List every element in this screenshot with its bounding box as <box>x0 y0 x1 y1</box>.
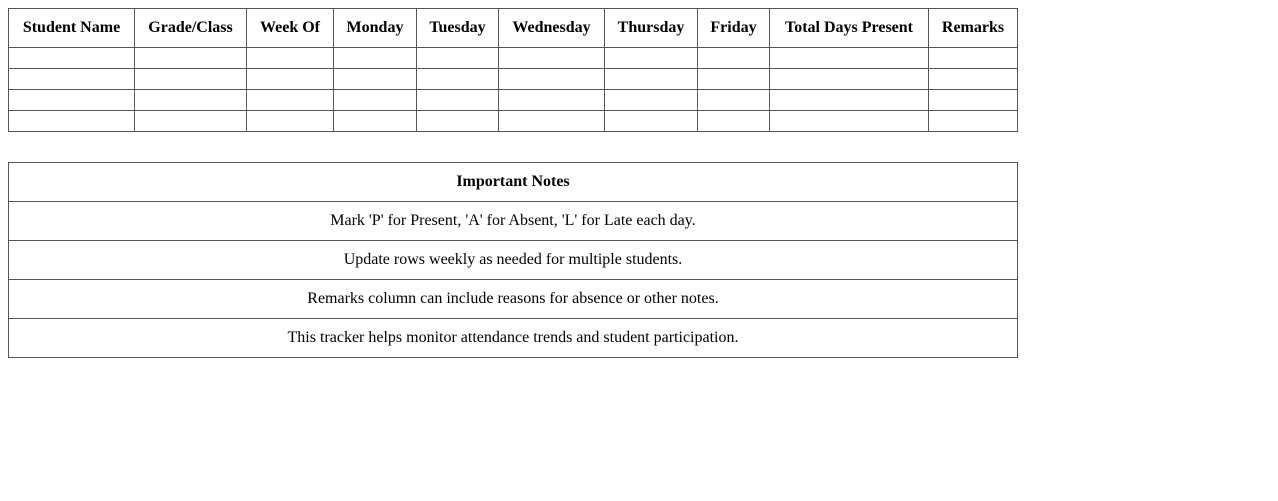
table-cell[interactable] <box>247 69 334 90</box>
table-cell[interactable] <box>9 90 135 111</box>
header-week-of: Week Of <box>247 9 334 48</box>
notes-title: Important Notes <box>9 163 1018 202</box>
table-row <box>9 69 1018 90</box>
table-cell[interactable] <box>499 111 605 132</box>
table-cell[interactable] <box>929 48 1018 69</box>
note-row <box>9 319 1018 358</box>
table-cell[interactable] <box>605 90 698 111</box>
table-cell[interactable] <box>929 69 1018 90</box>
table-cell[interactable] <box>9 48 135 69</box>
table-row <box>9 90 1018 111</box>
table-cell[interactable] <box>334 69 417 90</box>
table-cell[interactable] <box>929 90 1018 111</box>
table-cell[interactable] <box>605 111 698 132</box>
table-cell[interactable] <box>770 48 929 69</box>
table-cell[interactable] <box>698 111 770 132</box>
table-cell[interactable] <box>417 69 499 90</box>
table-cell[interactable] <box>9 111 135 132</box>
table-cell[interactable] <box>698 90 770 111</box>
table-cell[interactable] <box>247 111 334 132</box>
header-thursday: Thursday <box>605 9 698 48</box>
header-tuesday: Tuesday <box>417 9 499 48</box>
table-cell[interactable] <box>698 48 770 69</box>
header-monday: Monday <box>334 9 417 48</box>
table-cell[interactable] <box>417 48 499 69</box>
header-total-days-present: Total Days Present <box>770 9 929 48</box>
table-row <box>9 111 1018 132</box>
table-cell[interactable] <box>247 48 334 69</box>
note-item: Remarks column can include reasons for absence or other notes. <box>9 280 1018 319</box>
notes-header-row <box>9 163 1018 202</box>
table-cell[interactable] <box>417 90 499 111</box>
table-cell[interactable] <box>499 69 605 90</box>
header-friday: Friday <box>698 9 770 48</box>
table-cell[interactable] <box>135 111 247 132</box>
table-cell[interactable] <box>334 111 417 132</box>
table-cell[interactable] <box>135 69 247 90</box>
table-cell[interactable] <box>334 48 417 69</box>
table-cell[interactable] <box>499 90 605 111</box>
header-remarks: Remarks <box>929 9 1018 48</box>
table-row <box>9 48 1018 69</box>
table-cell[interactable] <box>135 48 247 69</box>
table-cell[interactable] <box>605 69 698 90</box>
notes-table <box>8 162 1018 358</box>
header-row <box>9 9 1018 48</box>
note-item: This tracker helps monitor attendance trends and student participation. <box>9 319 1018 358</box>
table-cell[interactable] <box>770 90 929 111</box>
table-cell[interactable] <box>9 69 135 90</box>
note-row <box>9 280 1018 319</box>
header-wednesday: Wednesday <box>499 9 605 48</box>
table-cell[interactable] <box>247 90 334 111</box>
table-cell[interactable] <box>135 90 247 111</box>
note-item: Update rows weekly as needed for multiple students. <box>9 241 1018 280</box>
note-item: Mark 'P' for Present, 'A' for Absent, 'L' for Late each day. <box>9 202 1018 241</box>
table-cell[interactable] <box>334 90 417 111</box>
table-cell[interactable] <box>417 111 499 132</box>
table-cell[interactable] <box>605 48 698 69</box>
attendance-table <box>8 8 1018 132</box>
header-grade-class: Grade/Class <box>135 9 247 48</box>
table-cell[interactable] <box>770 69 929 90</box>
note-row <box>9 202 1018 241</box>
table-cell[interactable] <box>929 111 1018 132</box>
note-row <box>9 241 1018 280</box>
table-cell[interactable] <box>698 69 770 90</box>
header-student-name: Student Name <box>9 9 135 48</box>
table-cell[interactable] <box>770 111 929 132</box>
table-cell[interactable] <box>499 48 605 69</box>
